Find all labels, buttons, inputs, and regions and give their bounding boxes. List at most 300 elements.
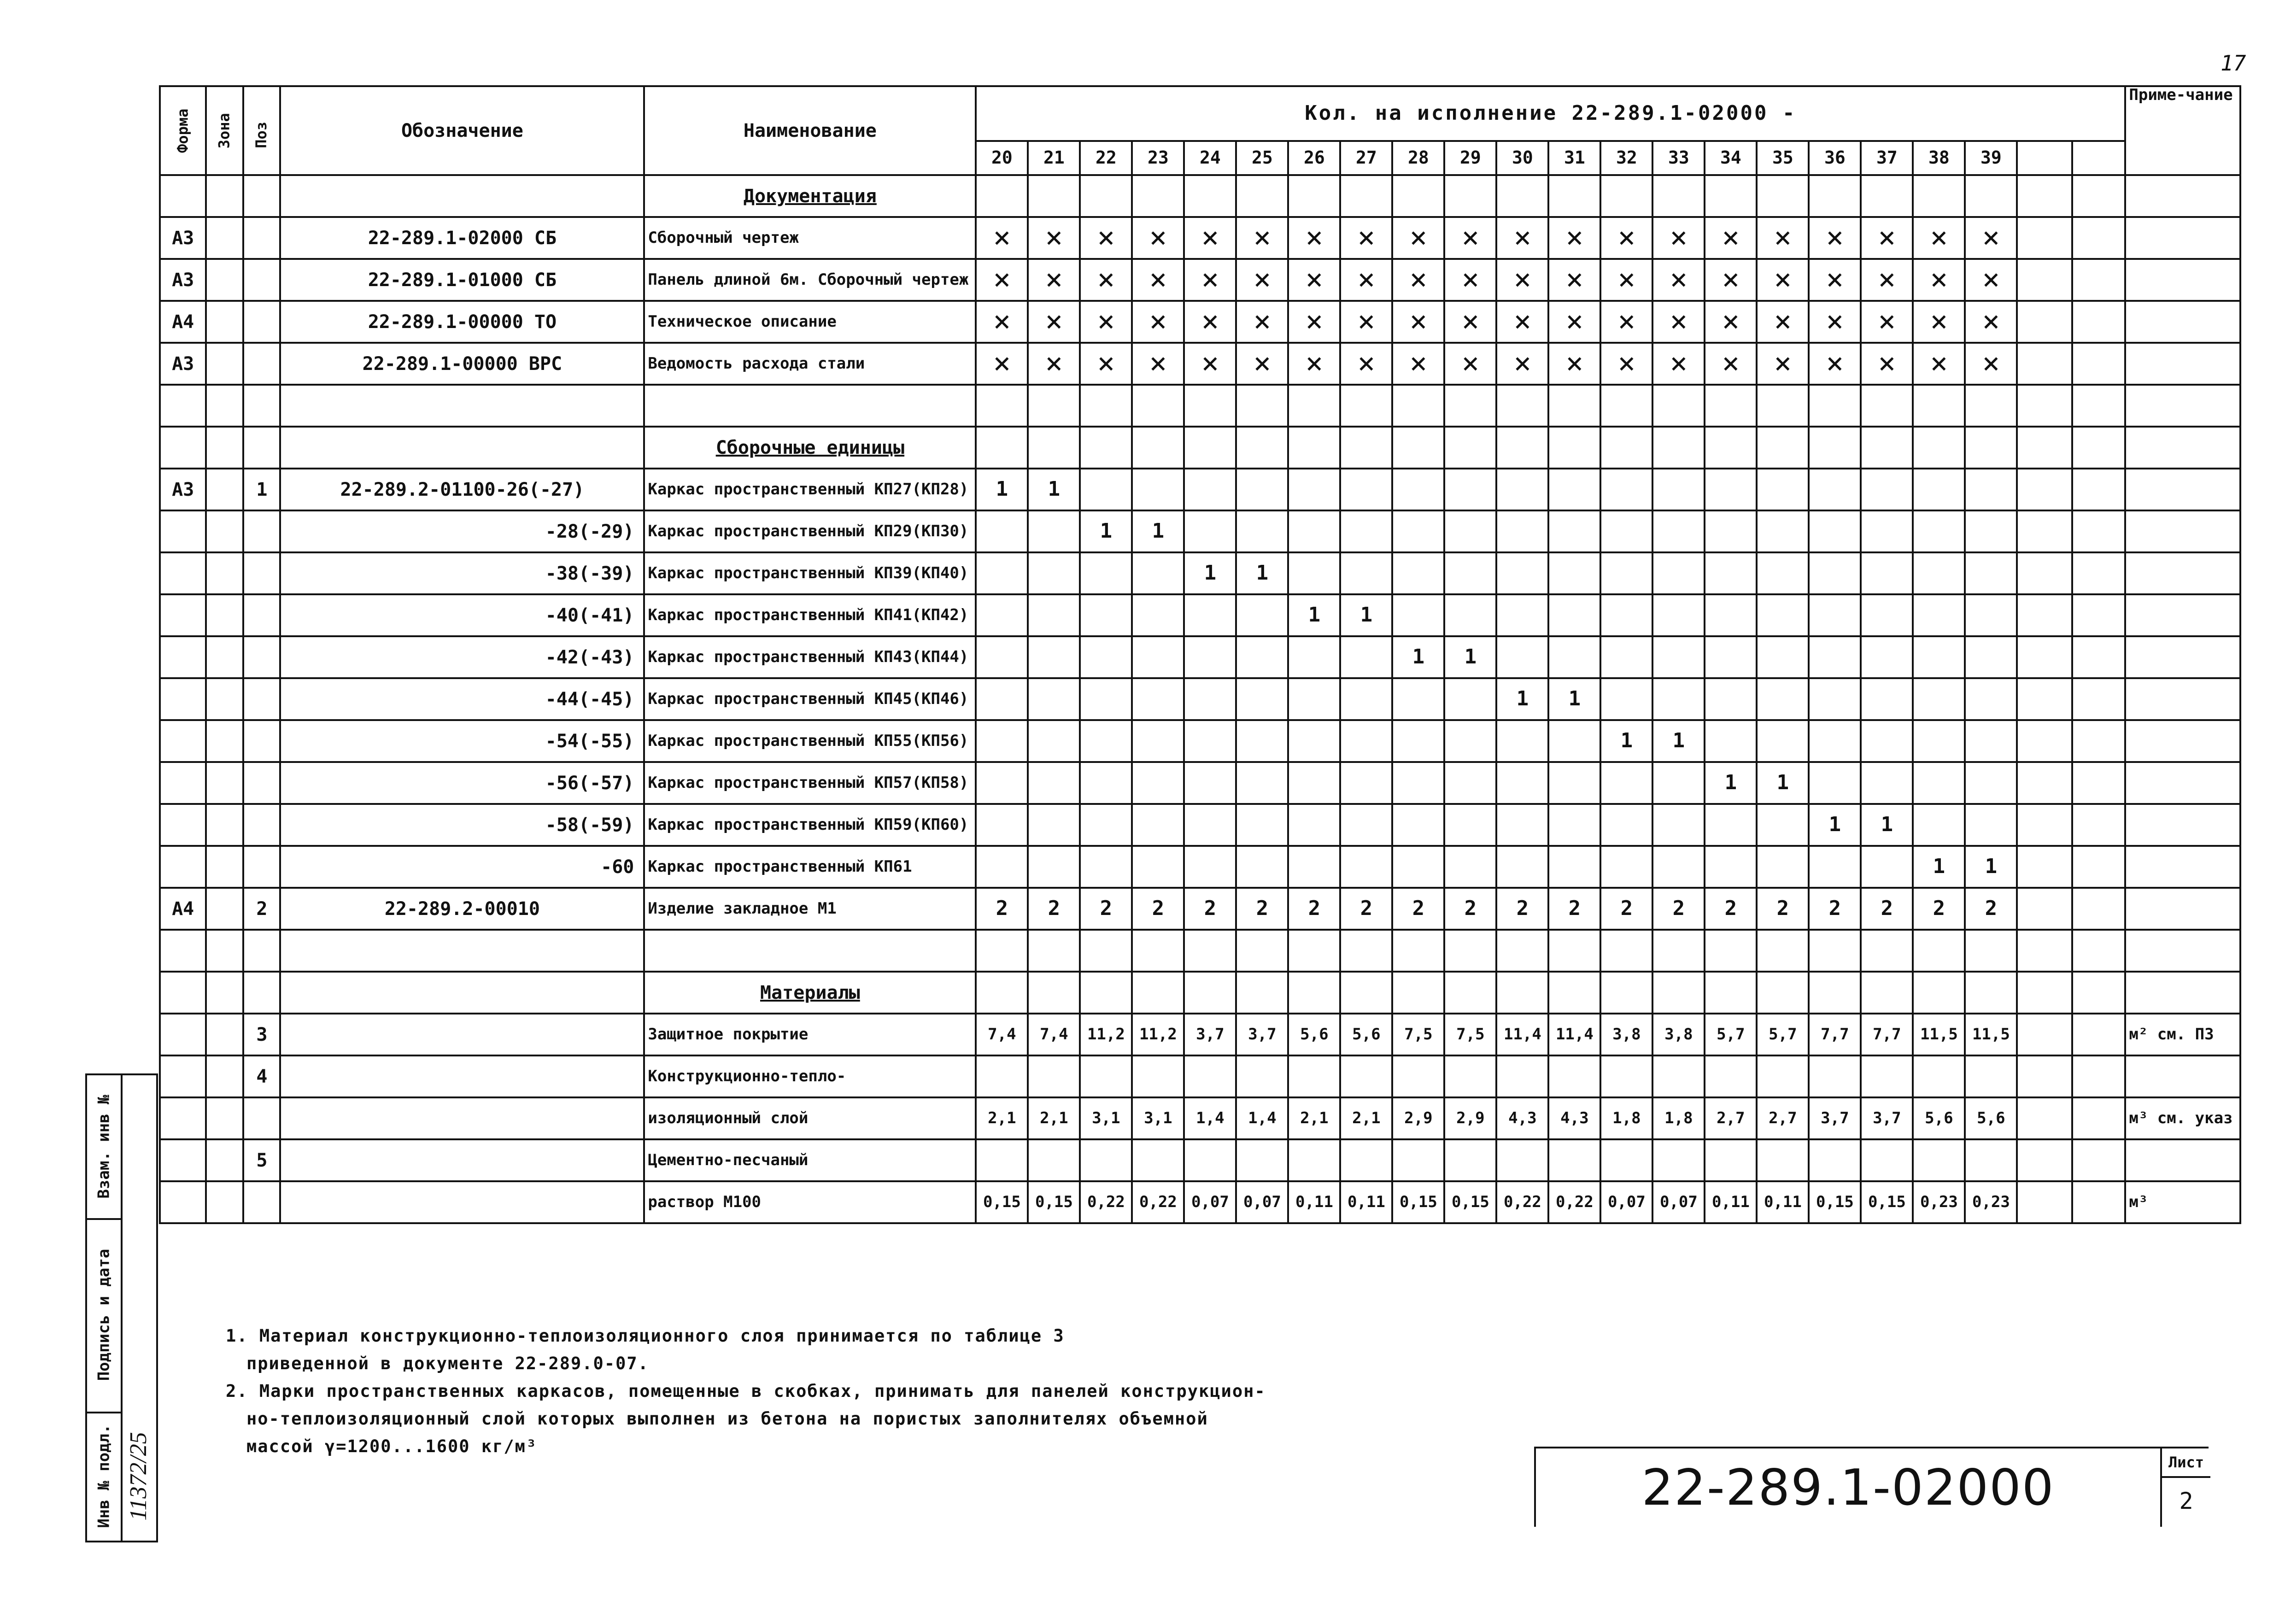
empty-cell bbox=[2017, 720, 2072, 762]
name-cell: Каркас пространственный КП43(КП44) bbox=[644, 636, 976, 678]
empty-cell bbox=[976, 510, 1028, 552]
header-name: Наименование bbox=[644, 86, 976, 175]
empty-cell bbox=[160, 930, 206, 972]
empty-cell bbox=[1080, 804, 1132, 846]
empty-cell bbox=[2125, 804, 2240, 846]
notes bbox=[226, 1322, 1266, 1460]
empty-cell bbox=[1080, 972, 1132, 1014]
quantity-cell: 2 bbox=[1705, 888, 1757, 930]
empty-cell bbox=[1548, 804, 1600, 846]
empty-cell bbox=[1392, 846, 1444, 888]
material-value: 0,15 bbox=[1809, 1181, 1861, 1223]
empty-cell bbox=[1809, 1055, 1861, 1097]
material-value: 1,4 bbox=[1236, 1097, 1288, 1139]
material-value: 0,11 bbox=[1288, 1181, 1340, 1223]
name-cell: Каркас пространственный КП39(КП40) bbox=[644, 552, 976, 594]
empty-cell bbox=[2072, 930, 2125, 972]
empty-cell bbox=[1028, 972, 1080, 1014]
empty-cell bbox=[1496, 552, 1548, 594]
empty-cell bbox=[1965, 720, 2017, 762]
empty-cell bbox=[2125, 888, 2240, 930]
empty-cell bbox=[1288, 636, 1340, 678]
material-row bbox=[160, 1055, 2240, 1097]
empty-cell bbox=[1809, 678, 1861, 720]
empty-cell bbox=[1080, 594, 1132, 636]
applicability-mark: × bbox=[976, 343, 1028, 385]
material-value: 0,15 bbox=[1861, 1181, 1913, 1223]
header-qty: Кол. на исполнение 22-289.1-02000 - bbox=[976, 86, 2125, 141]
empty-cell bbox=[2017, 343, 2072, 385]
name-cell: Каркас пространственный КП61 bbox=[644, 846, 976, 888]
name-cell: Защитное покрытие bbox=[644, 1014, 976, 1055]
designation-cell: -44(-45) bbox=[280, 678, 644, 720]
quantity-cell: 1 bbox=[1080, 510, 1132, 552]
empty-cell bbox=[1965, 385, 2017, 427]
empty-cell bbox=[2017, 1014, 2072, 1055]
empty-cell bbox=[976, 762, 1028, 804]
empty-cell bbox=[1236, 594, 1288, 636]
empty-cell bbox=[1236, 678, 1288, 720]
empty-cell bbox=[2125, 972, 2240, 1014]
empty-cell bbox=[1340, 385, 1392, 427]
empty-cell bbox=[1028, 846, 1080, 888]
assembly-row bbox=[160, 636, 2240, 678]
empty-cell bbox=[243, 175, 280, 217]
empty-cell bbox=[1184, 1139, 1236, 1181]
empty-cell bbox=[1548, 385, 1600, 427]
empty-cell bbox=[2017, 1139, 2072, 1181]
applicability-mark: × bbox=[1392, 301, 1444, 343]
empty-cell bbox=[1496, 804, 1548, 846]
stamp-labels bbox=[87, 1075, 123, 1541]
empty-cell bbox=[1340, 552, 1392, 594]
applicability-mark: × bbox=[1600, 217, 1652, 259]
applicability-mark: × bbox=[976, 301, 1028, 343]
empty-cell bbox=[1496, 930, 1548, 972]
variant-header: 21 bbox=[1028, 141, 1080, 175]
empty-cell bbox=[1080, 1055, 1132, 1097]
empty-cell bbox=[1757, 175, 1809, 217]
empty-cell bbox=[1444, 930, 1496, 972]
empty-cell bbox=[280, 427, 644, 469]
material-value: 3,7 bbox=[1809, 1097, 1861, 1139]
empty-cell bbox=[1444, 846, 1496, 888]
empty-cell bbox=[1496, 846, 1548, 888]
applicability-mark: × bbox=[1861, 217, 1913, 259]
pos-cell bbox=[243, 636, 280, 678]
material-value: 3,8 bbox=[1600, 1014, 1652, 1055]
format-cell bbox=[160, 846, 206, 888]
empty-cell bbox=[206, 385, 243, 427]
empty-cell bbox=[1861, 678, 1913, 720]
quantity-cell: 1 bbox=[1028, 469, 1080, 510]
quantity-cell: 1 bbox=[1965, 846, 2017, 888]
quantity-cell: 1 bbox=[1444, 636, 1496, 678]
format-cell bbox=[160, 1139, 206, 1181]
empty-cell bbox=[2125, 301, 2240, 343]
empty-cell bbox=[1340, 1055, 1392, 1097]
material-value: 3,8 bbox=[1652, 1014, 1705, 1055]
name-cell: Каркас пространственный КП55(КП56) bbox=[644, 720, 976, 762]
empty-cell bbox=[1444, 972, 1496, 1014]
empty-cell bbox=[1965, 930, 2017, 972]
empty-cell bbox=[1236, 972, 1288, 1014]
empty-cell bbox=[1392, 510, 1444, 552]
pos-cell bbox=[243, 510, 280, 552]
empty-cell bbox=[1236, 1055, 1288, 1097]
empty-cell bbox=[1965, 1139, 2017, 1181]
empty-cell bbox=[1809, 720, 1861, 762]
empty-cell bbox=[976, 552, 1028, 594]
empty-cell bbox=[2125, 259, 2240, 301]
material-value: 0,15 bbox=[1444, 1181, 1496, 1223]
assembly-row bbox=[160, 510, 2240, 552]
material-value: 0,11 bbox=[1757, 1181, 1809, 1223]
empty-cell bbox=[1496, 720, 1548, 762]
empty-cell bbox=[1705, 385, 1757, 427]
empty-cell bbox=[1861, 1055, 1913, 1097]
empty-cell bbox=[2072, 720, 2125, 762]
material-value: 3,7 bbox=[1184, 1014, 1236, 1055]
applicability-mark: × bbox=[1705, 259, 1757, 301]
name-cell: Каркас пространственный КП27(КП28) bbox=[644, 469, 976, 510]
empty-cell bbox=[2072, 469, 2125, 510]
applicability-mark: × bbox=[1392, 343, 1444, 385]
variant-header-empty bbox=[2017, 141, 2072, 175]
applicability-mark: × bbox=[1913, 301, 1965, 343]
zone-cell bbox=[206, 1181, 243, 1223]
empty-cell bbox=[976, 594, 1028, 636]
empty-cell bbox=[1913, 762, 1965, 804]
format-cell bbox=[160, 1181, 206, 1223]
empty-cell bbox=[1809, 385, 1861, 427]
empty-cell bbox=[1600, 972, 1652, 1014]
pos-cell bbox=[243, 720, 280, 762]
quantity-cell: 1 bbox=[1652, 720, 1705, 762]
quantity-cell: 2 bbox=[1288, 888, 1340, 930]
variant-header: 28 bbox=[1392, 141, 1444, 175]
empty-cell bbox=[1757, 552, 1809, 594]
empty-cell bbox=[1028, 427, 1080, 469]
empty-cell bbox=[1600, 762, 1652, 804]
empty-cell bbox=[1705, 175, 1757, 217]
applicability-mark: × bbox=[1340, 343, 1392, 385]
quantity-cell: 2 bbox=[1444, 888, 1496, 930]
empty-cell bbox=[1548, 427, 1600, 469]
assembly-row bbox=[160, 552, 2240, 594]
page-number: 17 bbox=[2221, 51, 2246, 76]
empty-cell bbox=[1184, 804, 1236, 846]
designation-cell: -42(-43) bbox=[280, 636, 644, 678]
designation-cell: -38(-39) bbox=[280, 552, 644, 594]
empty-cell bbox=[1132, 552, 1184, 594]
applicability-mark: × bbox=[1392, 259, 1444, 301]
zone-cell bbox=[206, 469, 243, 510]
empty-cell bbox=[1444, 594, 1496, 636]
empty-cell bbox=[1184, 762, 1236, 804]
designation-cell: 22-289.1-02000 СБ bbox=[280, 217, 644, 259]
empty-cell bbox=[1496, 762, 1548, 804]
empty-cell bbox=[1340, 678, 1392, 720]
designation-cell: 22-289.1-01000 СБ bbox=[280, 259, 644, 301]
empty-cell bbox=[1444, 1139, 1496, 1181]
empty-cell bbox=[280, 385, 644, 427]
empty-cell bbox=[1548, 175, 1600, 217]
empty-cell bbox=[1288, 552, 1340, 594]
empty-cell bbox=[1184, 1055, 1236, 1097]
blank-row bbox=[160, 930, 2240, 972]
applicability-mark: × bbox=[1652, 259, 1705, 301]
material-value: 5,6 bbox=[1340, 1014, 1392, 1055]
empty-cell bbox=[2125, 175, 2240, 217]
empty-cell bbox=[1392, 804, 1444, 846]
empty-cell bbox=[1652, 972, 1705, 1014]
empty-cell bbox=[1496, 594, 1548, 636]
quantity-cell: 1 bbox=[1132, 510, 1184, 552]
empty-cell bbox=[1288, 846, 1340, 888]
material-value: 5,6 bbox=[1913, 1097, 1965, 1139]
applicability-mark: × bbox=[1444, 259, 1496, 301]
material-value: 2,1 bbox=[1028, 1097, 1080, 1139]
note-cell: м³ bbox=[2125, 1181, 2240, 1223]
empty-cell bbox=[1861, 1139, 1913, 1181]
material-value: 3,1 bbox=[1080, 1097, 1132, 1139]
empty-cell bbox=[1080, 175, 1132, 217]
applicability-mark: × bbox=[1652, 343, 1705, 385]
empty-cell bbox=[1236, 1139, 1288, 1181]
empty-cell bbox=[1236, 636, 1288, 678]
empty-cell bbox=[976, 1055, 1028, 1097]
empty-cell bbox=[1861, 427, 1913, 469]
empty-cell bbox=[1496, 469, 1548, 510]
empty-cell bbox=[1652, 552, 1705, 594]
header-note: Приме-чание bbox=[2125, 86, 2240, 175]
name-cell: Каркас пространственный КП29(КП30) bbox=[644, 510, 976, 552]
name-cell: Конструкционно-тепло- bbox=[644, 1055, 976, 1097]
empty-cell bbox=[1184, 175, 1236, 217]
empty-cell bbox=[2125, 552, 2240, 594]
empty-cell bbox=[2017, 1181, 2072, 1223]
empty-cell bbox=[1496, 1139, 1548, 1181]
empty-cell bbox=[1705, 510, 1757, 552]
quantity-cell: 1 bbox=[1288, 594, 1340, 636]
empty-cell bbox=[2072, 343, 2125, 385]
empty-cell bbox=[1132, 175, 1184, 217]
format-cell: А3 bbox=[160, 217, 206, 259]
empty-cell bbox=[976, 427, 1028, 469]
empty-cell bbox=[1548, 846, 1600, 888]
empty-cell bbox=[1600, 469, 1652, 510]
empty-cell bbox=[1080, 846, 1132, 888]
empty-cell bbox=[1444, 552, 1496, 594]
applicability-mark: × bbox=[1496, 259, 1548, 301]
empty-cell bbox=[2072, 972, 2125, 1014]
empty-cell bbox=[1861, 510, 1913, 552]
empty-cell bbox=[1965, 1055, 2017, 1097]
empty-cell bbox=[1965, 469, 2017, 510]
empty-cell bbox=[1340, 1139, 1392, 1181]
variant-header: 30 bbox=[1496, 141, 1548, 175]
applicability-mark: × bbox=[1965, 259, 2017, 301]
empty-cell bbox=[1548, 972, 1600, 1014]
empty-cell bbox=[1132, 636, 1184, 678]
quantity-cell: 1 bbox=[1236, 552, 1288, 594]
empty-cell bbox=[1548, 930, 1600, 972]
empty-cell bbox=[2017, 217, 2072, 259]
applicability-mark: × bbox=[1288, 343, 1340, 385]
empty-cell bbox=[1444, 427, 1496, 469]
designation-cell bbox=[280, 1181, 644, 1223]
table-header-row bbox=[160, 86, 2240, 141]
empty-cell bbox=[1913, 594, 1965, 636]
quantity-cell: 2 bbox=[1652, 888, 1705, 930]
empty-cell bbox=[1705, 552, 1757, 594]
quantity-cell: 2 bbox=[1965, 888, 2017, 930]
empty-cell bbox=[1965, 636, 2017, 678]
empty-cell bbox=[1705, 427, 1757, 469]
empty-cell bbox=[1184, 678, 1236, 720]
empty-cell bbox=[2125, 594, 2240, 636]
empty-cell bbox=[1444, 1055, 1496, 1097]
empty-cell bbox=[1548, 636, 1600, 678]
applicability-mark: × bbox=[1236, 217, 1288, 259]
empty-cell bbox=[1288, 385, 1340, 427]
empty-cell bbox=[1288, 762, 1340, 804]
empty-cell bbox=[1965, 510, 2017, 552]
empty-cell bbox=[2125, 217, 2240, 259]
empty-cell bbox=[243, 972, 280, 1014]
empty-cell bbox=[1757, 930, 1809, 972]
designation-cell: 22-289.2-01100-26(-27) bbox=[280, 469, 644, 510]
empty-cell bbox=[1757, 1055, 1809, 1097]
empty-cell bbox=[2125, 720, 2240, 762]
empty-cell bbox=[1913, 930, 1965, 972]
applicability-mark: × bbox=[1809, 301, 1861, 343]
designation-cell bbox=[280, 1097, 644, 1139]
section-title: Сборочные единицы bbox=[644, 427, 976, 469]
empty-cell bbox=[1913, 1055, 1965, 1097]
empty-cell bbox=[2125, 510, 2240, 552]
format-cell bbox=[160, 678, 206, 720]
name-cell: Каркас пространственный КП59(КП60) bbox=[644, 804, 976, 846]
empty-cell bbox=[1965, 678, 2017, 720]
quantity-cell: 2 bbox=[1132, 888, 1184, 930]
material-value: 2,1 bbox=[1288, 1097, 1340, 1139]
zone-cell bbox=[206, 720, 243, 762]
empty-cell bbox=[1080, 427, 1132, 469]
empty-cell bbox=[160, 385, 206, 427]
applicability-mark: × bbox=[1392, 217, 1444, 259]
empty-cell bbox=[160, 427, 206, 469]
empty-cell bbox=[1600, 385, 1652, 427]
empty-cell bbox=[1809, 552, 1861, 594]
applicability-mark: × bbox=[1340, 259, 1392, 301]
zone-cell bbox=[206, 301, 243, 343]
empty-cell bbox=[1652, 846, 1705, 888]
note-line: приведенной в документе 22-289.0-07. bbox=[246, 1354, 649, 1373]
designation-cell: -54(-55) bbox=[280, 720, 644, 762]
empty-cell bbox=[1184, 385, 1236, 427]
quantity-cell: 1 bbox=[976, 469, 1028, 510]
empty-cell bbox=[1132, 1055, 1184, 1097]
empty-cell bbox=[1600, 427, 1652, 469]
name-cell: Каркас пространственный КП41(КП42) bbox=[644, 594, 976, 636]
empty-cell bbox=[2017, 1097, 2072, 1139]
variant-header: 24 bbox=[1184, 141, 1236, 175]
pos-cell: 1 bbox=[243, 469, 280, 510]
empty-cell bbox=[1757, 804, 1809, 846]
pos-cell: 4 bbox=[243, 1055, 280, 1097]
empty-cell bbox=[1600, 175, 1652, 217]
empty-cell bbox=[1705, 804, 1757, 846]
applicability-mark: × bbox=[1757, 343, 1809, 385]
empty-cell bbox=[976, 846, 1028, 888]
note-line: массой γ=1200...1600 кг/м³ bbox=[246, 1436, 538, 1456]
material-value: 11,4 bbox=[1496, 1014, 1548, 1055]
empty-cell bbox=[1600, 636, 1652, 678]
zone-cell bbox=[206, 343, 243, 385]
empty-cell bbox=[1705, 1055, 1757, 1097]
material-value: 0,22 bbox=[1080, 1181, 1132, 1223]
empty-cell bbox=[1028, 175, 1080, 217]
name-cell: Техническое описание bbox=[644, 301, 976, 343]
quantity-cell: 2 bbox=[976, 888, 1028, 930]
empty-cell bbox=[1757, 678, 1809, 720]
empty-cell bbox=[1496, 972, 1548, 1014]
empty-cell bbox=[2072, 301, 2125, 343]
applicability-mark: × bbox=[1913, 343, 1965, 385]
empty-cell bbox=[1132, 427, 1184, 469]
applicability-mark: × bbox=[1132, 343, 1184, 385]
empty-cell bbox=[1965, 552, 2017, 594]
quantity-cell: 1 bbox=[1340, 594, 1392, 636]
empty-cell bbox=[1184, 469, 1236, 510]
material-value: 0,15 bbox=[1392, 1181, 1444, 1223]
zone-cell bbox=[206, 217, 243, 259]
applicability-mark: × bbox=[1028, 217, 1080, 259]
applicability-mark: × bbox=[1600, 343, 1652, 385]
name-cell: Каркас пространственный КП45(КП46) bbox=[644, 678, 976, 720]
empty-cell bbox=[1965, 427, 2017, 469]
applicability-mark: × bbox=[1705, 301, 1757, 343]
empty-cell bbox=[1288, 1139, 1340, 1181]
format-cell bbox=[160, 594, 206, 636]
name-cell: изоляционный слой bbox=[644, 1097, 976, 1139]
applicability-mark: × bbox=[1809, 343, 1861, 385]
applicability-mark: × bbox=[1288, 259, 1340, 301]
section-title: Материалы bbox=[644, 972, 976, 1014]
variant-header: 36 bbox=[1809, 141, 1861, 175]
name-cell: Цементно-песчаный bbox=[644, 1139, 976, 1181]
empty-cell bbox=[1861, 552, 1913, 594]
empty-cell bbox=[976, 972, 1028, 1014]
variant-header: 31 bbox=[1548, 141, 1600, 175]
empty-cell bbox=[1548, 594, 1600, 636]
name-cell: Изделие закладное М1 bbox=[644, 888, 976, 930]
empty-cell bbox=[2072, 636, 2125, 678]
variant-header: 29 bbox=[1444, 141, 1496, 175]
doc-row bbox=[160, 301, 2240, 343]
applicability-mark: × bbox=[1184, 343, 1236, 385]
empty-cell bbox=[2072, 385, 2125, 427]
variant-header: 34 bbox=[1705, 141, 1757, 175]
empty-cell bbox=[243, 385, 280, 427]
empty-cell bbox=[1132, 1139, 1184, 1181]
material-value: 7,5 bbox=[1444, 1014, 1496, 1055]
variant-header: 26 bbox=[1288, 141, 1340, 175]
empty-cell bbox=[1861, 762, 1913, 804]
material-value: 3,1 bbox=[1132, 1097, 1184, 1139]
